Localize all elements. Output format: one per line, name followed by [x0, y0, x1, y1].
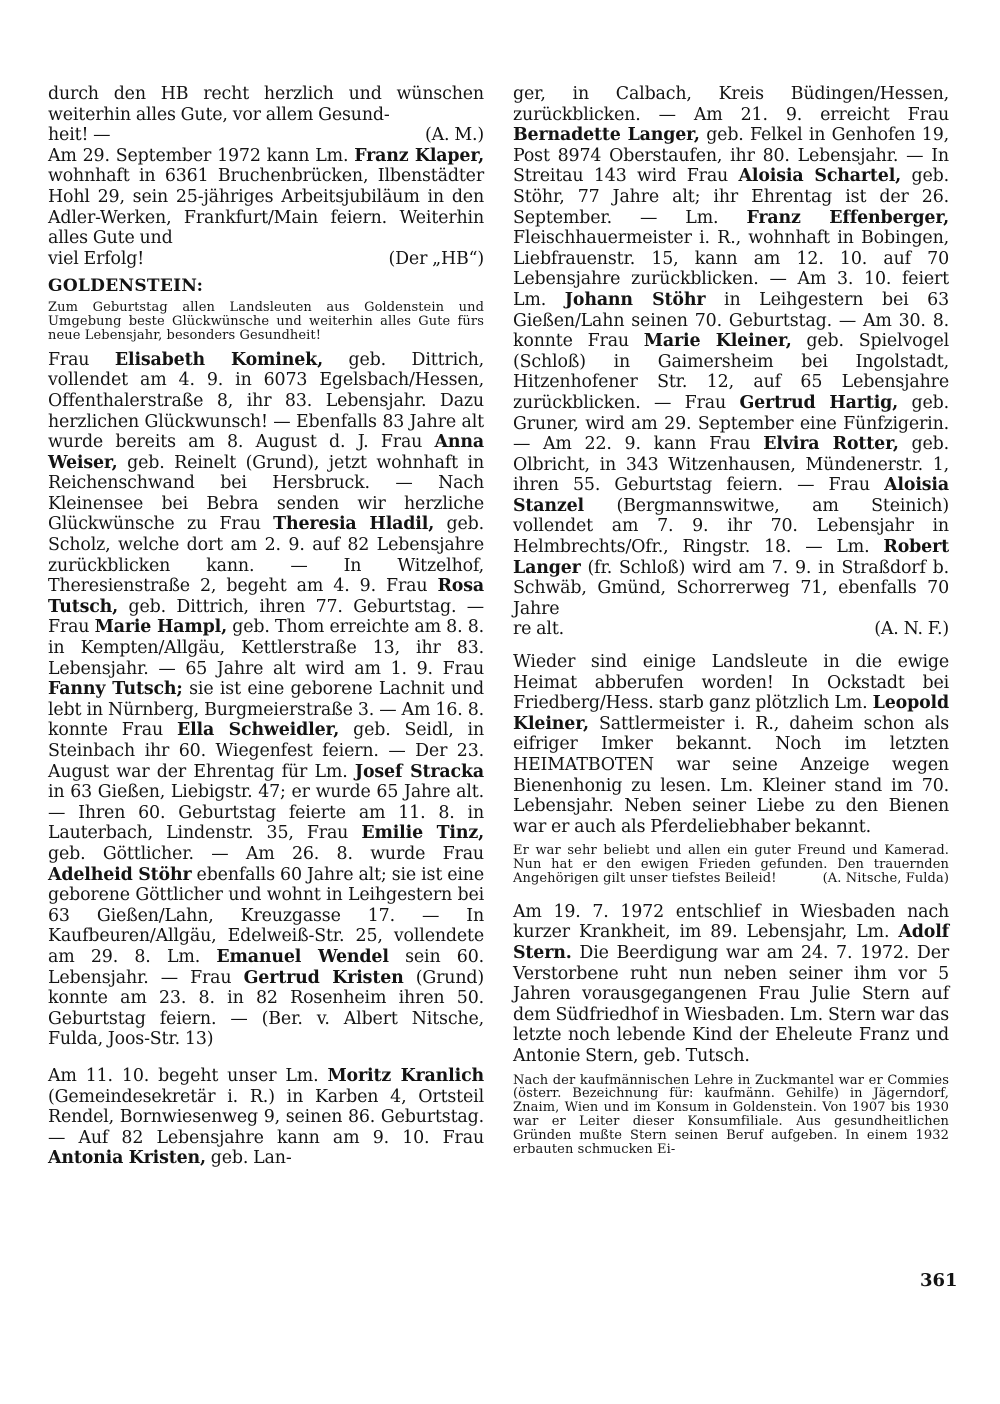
author-signature: (A. Nitsche, Fulda): [822, 870, 949, 886]
person-name: Bernadette Langer,: [513, 125, 700, 146]
person-name: Robert Langer: [513, 537, 949, 578]
text: Fleischhauermeister i. R., wohnhaft in Bobingen, Liebfrauenstr. 15, kann am 12. 10. auf 70 Lebensjahre zurückblicken. — Am 3. 10. feiert Lm.: [513, 228, 949, 310]
text: geb. Olbricht, in 343 Witzenhausen, Mündenerstr. 1, ihren 55. Geburtstag feiern. — Frau: [513, 434, 949, 496]
text: Sattlermeister i. R., daheim schon als eifriger Imker bekannt. Noch im letzten HEIMATBOTEN war seine Anzeige wegen Bienenhonig zu lesen. Lm. Kleiner stand im 70. Lebensjahr. Neben seiner Liebe zu den Bienen war er auch als Pferdeliebhaber bekannt.: [513, 713, 949, 837]
person-name: Antonia Kristen,: [48, 1148, 206, 1169]
text: (fr. Schloß) wird am 7. 9. in Straßdorf b. Schwäb, Gmünd, Schorrerweg 71, ebenfalls 70 Jahre: [513, 557, 949, 619]
person-name: Elvira Rotter,: [763, 434, 899, 455]
text: geb. Göttlicher. — Am 26. 8. wurde Frau: [48, 843, 484, 864]
person-name: Fanny Tutsch;: [48, 679, 183, 700]
paragraph-obituary-kleiner: [513, 652, 949, 837]
text: geb. Seidl, in Steinbach ihr 60. Wiegenfest feiern. — Der 23. August war der Ehrentag für Lm.: [48, 720, 484, 782]
author-signature: (A. N. F.): [874, 619, 949, 640]
text: geb. Dittrich, ihren 77. Geburtstag. — Frau: [48, 596, 484, 638]
text-line: durch den HB recht herzlich und wünschen: [48, 84, 484, 104]
person-name: Aloisia Stanzel: [513, 475, 949, 516]
text: wohnhaft in 6361 Bruchenbrücken, Ilbenstädter Hohl 29, sein 25-jähriges Arbeitsjubiläum in den Adler-Werken, Frankfurt/Main feiern. Weiterhin alles Gute und: [48, 166, 484, 249]
text: geb. Lan-: [205, 1148, 292, 1169]
person-name: Franz Klaper,: [354, 145, 484, 166]
paragraph-birthdays: [48, 350, 484, 1050]
small-text-kleiner: [513, 844, 949, 885]
signature-line: [48, 249, 484, 270]
person-name: Emanuel Wendel: [216, 946, 389, 967]
person-name: Aloisia Schartel,: [738, 166, 902, 187]
text: Frau: [48, 349, 115, 370]
person-name: Ella Schweidler,: [177, 720, 340, 741]
text: Er war sehr beliebt und allen ein guter Freund und Kamerad. Nun hat er den ewigen Frieden gefunden. Den trauernden Angehörigen gilt unser tiefstes Beileid!: [513, 843, 949, 886]
person-name: Adelheid Stöhr: [48, 864, 192, 885]
paragraph-wishes: [48, 84, 484, 125]
person-name: Adolf Stern.: [513, 922, 949, 963]
text: (Gemeindesekretär i. R.) in Karben 4, Ortsteil Rendel, Bornwiesenweg 9, seinen 86. Geburtstag. — Auf 82 Lebensjahre kann am 9. 10. Frau: [48, 1086, 484, 1148]
text: ger, in Calbach, Kreis Büdingen/Hessen, zurückblicken. — Am 21. 9. erreicht Frau: [513, 84, 949, 125]
text: in Leihgestern bei 63 Gießen/Lahn seinen 70. Geburtstag. — Am 30. 8. konnte Frau: [513, 289, 949, 352]
person-name: Josef Stracka: [354, 761, 485, 782]
person-name: Theresia Hladil,: [273, 514, 435, 535]
paragraph-obituary-stern: [513, 902, 949, 1067]
left-column: [48, 84, 484, 1169]
text: sein 60. Lebensjahr. — Frau: [48, 946, 485, 988]
person-name: Leopold Kleiner,: [513, 693, 949, 734]
text: geb. Spielvogel (Schloß) in Gaimersheim bei Ingolstadt, Hitzenhofener Str. 12, auf 65 Lebensjahre zurückblicken. — Frau: [513, 331, 949, 413]
person-name: Anna Weiser,: [48, 432, 484, 473]
text: in 63 Gießen, Liebigstr. 47; er wurde 65 Jahre alt. — Ihren 60. Geburtstag feierte am 11. 8. in Lauterbach, Lindenstr. 35, Frau: [48, 782, 484, 844]
paragraph-klaper: [48, 146, 484, 249]
paragraph-birthdays-continued: [513, 84, 949, 619]
text: geb. Reinelt (Grund), jetzt wohnhaft in Reichenschwand bei Hersbruck. — Nach Kleinensee bei Bebra senden wir herzliche Glückwünsche zu Frau: [48, 452, 484, 535]
person-name: Moritz Kranlich: [327, 1065, 484, 1086]
text: geb. Stöhr, 77 Jahre alt; ihr Ehrentag ist der 26. September. — Lm.: [513, 166, 949, 228]
author-signature: (Der „HB“): [388, 248, 484, 269]
text: sie ist eine geborene Lachnit und lebt in Nürnberg, Burgmeierstraße 3. — Am 16. 8. konnte Frau: [48, 679, 484, 741]
section-heading: GOLDENSTEIN:: [48, 276, 204, 297]
small-text-stern: Nach der kaufmännischen Lehre in Zuckmantel war er Commies (österr. Bezeichnung für: kaufmänn. Gehilfe) in Jägerndorf, Znaim, Wien und im Konsum in Goldenstein. Von 1907 bis 1930 war er Leiter dieser Konsumfiliale. Aus gesundheitlichen Gründen mußte Stern seinen Beruf aufgeben. In einem 1932 erbauten schmucken Ei-: [513, 1072, 949, 1157]
text: Die Beerdigung war am 24. 7. 1972. Der Verstorbene ruht nun neben seiner ihm vor 5 Jahren vorausgegangenen Frau Julie Stern auf dem Südfriedhof in Wiesbaden. Lm. Stern war das letzte noch lebende Kind der Eheleute Franz und Antonie Stern, geb. Tutsch.: [513, 942, 949, 1066]
text-line: weiterhin alles Gute, vor allem Gesund-: [48, 104, 390, 125]
person-name: Marie Kleiner,: [643, 331, 792, 352]
right-column: [513, 84, 949, 1156]
person-name: Emilie Tinz,: [361, 823, 485, 844]
person-name: Elisabeth Kominek,: [114, 349, 323, 370]
text-line: re alt.: [513, 619, 565, 640]
text: geb. Felkel in Genhofen 19, Post 8974 Oberstaufen, ihr 80. Lebensjahr. — In Streitau 143 wird Frau: [513, 125, 949, 187]
person-name: Marie Hampl,: [94, 617, 228, 638]
text: ebenfalls 60 Jahre alt; sie ist eine geborene Göttlicher und wohnt in Leihgestern bei 63 Gießen/Lahn, Kreuzgasse 17. — In Kaufbeuren/Allgäu, Edelweiß-Str. 25, vollendete am 29. 8. Lm.: [48, 864, 484, 967]
author-signature: (A. M.): [425, 125, 484, 146]
person-name: Franz Effenberger,: [746, 207, 949, 228]
person-name: Rosa Tutsch,: [48, 576, 484, 617]
person-name: Gertrud Hartig,: [739, 392, 899, 413]
text: geb. Thom erreichte am 8. 8. in Kempten/Allgäu, Kettlerstraße 13, ihr 83. Lebensjahr. — 65 Jahre alt wird am 1. 9. Frau: [48, 617, 485, 679]
text: (Grund) konnte am 23. 8. in 82 Rosenheim ihren 50. Geburtstag feiern. — (Ber. v. Albert Nitsche, Fulda, Joos-Str. 13): [48, 967, 484, 1050]
text-line: viel Erfolg!: [48, 248, 145, 269]
text: Wieder sind einige Landsleute in die ewige Heimat abberufen worden! In Ockstadt bei Friedberg/Hess. starb ganz plötzlich Lm.: [513, 652, 949, 714]
text: Am 19. 7. 1972 entschlief in Wiesbaden nach kurzer Krankheit, im 89. Lebensjahr, Lm.: [513, 901, 949, 943]
text-line: heit! —: [48, 125, 111, 146]
text: geb. Scholz, welche dort am 2. 9. auf 82 Lebensjahre zurückblicken kann. — In Witzelhof, Theresienstraße 2, begeht am 4. 9. Frau: [48, 514, 484, 597]
text: Am 11. 10. begeht unser Lm.: [48, 1065, 328, 1086]
text: geb. Dittrich, vollendet am 4. 9. in 6073 Egelsbach/Hessen, Offenthalerstraße 8, ihr 83. Lebensjahr. Dazu herzlichen Glückwunsch! — Ebenfalls 83 Jahre alt wurde bereits am 8. August d. J. Frau: [48, 349, 485, 453]
text: Am 29. September 1972 kann Lm.: [48, 145, 355, 166]
paragraph-kranlich: [48, 1066, 484, 1169]
signature-line: [48, 125, 484, 146]
page-number: 361: [920, 1270, 958, 1291]
person-name: Gertrud Kristen: [243, 967, 404, 988]
text: (Bergmannswitwe, am Steinich) vollendet am 7. 9. ihr 70. Lebensjahr in Helmbrechts/Ofr., Ringstr. 18. — Lm.: [513, 495, 949, 558]
text: geb. Gruner, wird am 29. September eine Fünfzigerin. — Am 22. 9. kann Frau: [513, 392, 949, 455]
signature-line: [513, 619, 949, 640]
intro-small-text: Zum Geburtstag allen Landsleuten aus Goldenstein und Umgebung beste Glückwünsche und weiterhin alles Gute fürs neue Lebensjahr, besonders Gesundheit!: [48, 300, 484, 343]
person-name: Johann Stöhr: [564, 289, 706, 310]
